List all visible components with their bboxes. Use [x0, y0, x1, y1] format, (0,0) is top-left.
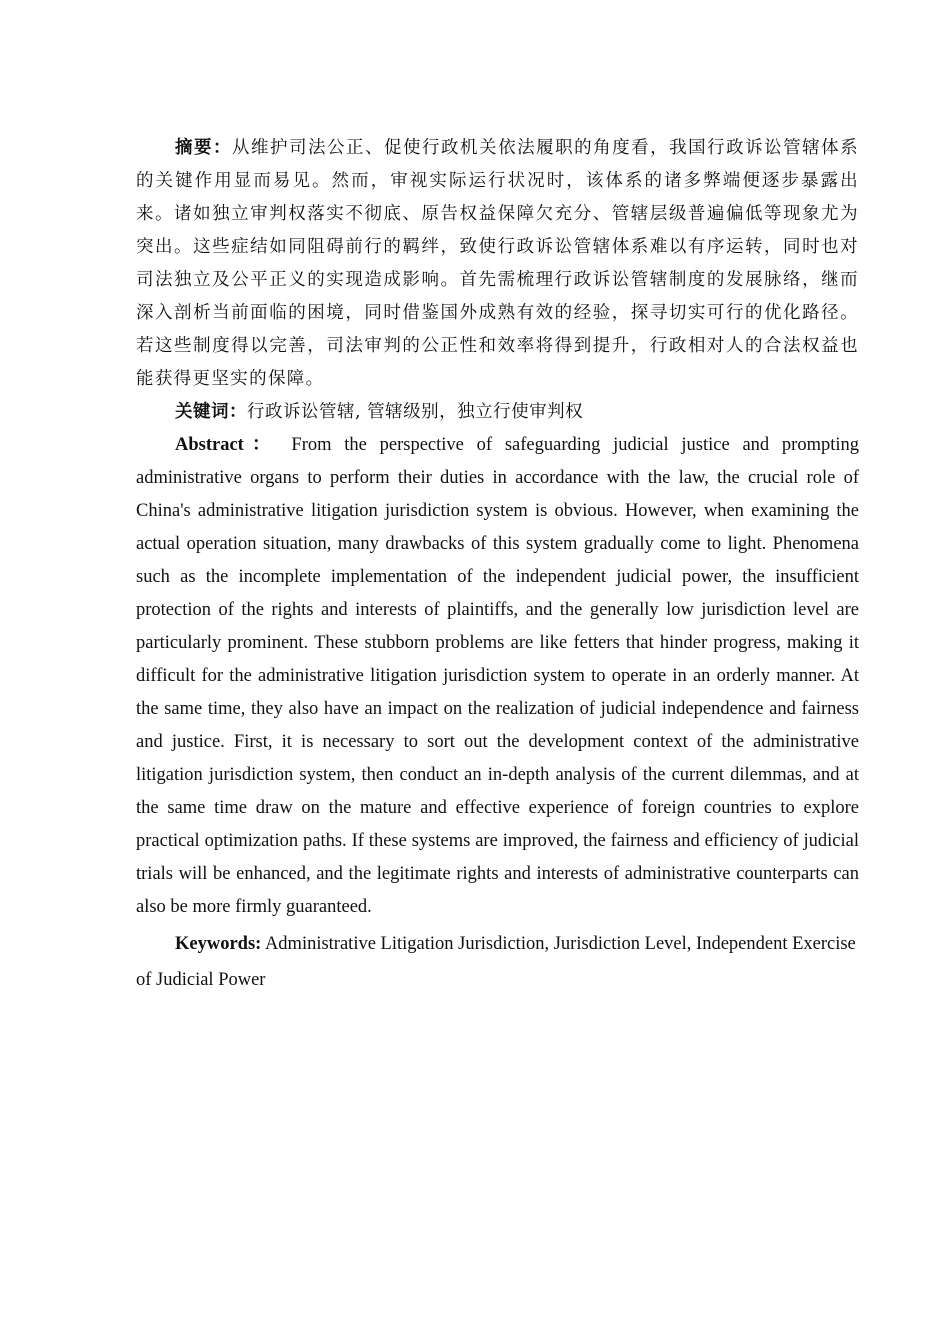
abstract-cn-paragraph [136, 132, 859, 396]
abstract-cn-text: 从维护司法公正、促使行政机关依法履职的角度看，我国行政诉讼管辖体系的关键作用显而易见。然而，审视实际运行状况时，该体系的诸多弊端便逐步暴露出来。诸如独立审判权落实不彻底、原告权益保障欠充分、管辖层级普遍偏低等现象尤为突出。这些症结如同阻碍前行的羁绊，致使行政诉讼管辖体系难以有序运转，同时也对司法独立及公平正义的实现造成影响。首先需梳理行政诉讼管辖制度的发展脉络，继而深入剖析当前面临的困境，同时借鉴国外成熟有效的经验，探寻切实可行的优化路径。若这些制度得以完善，司法审判的公正性和效率将得到提升，行政相对人的合法权益也能获得更坚实的保障。 [136, 138, 859, 389]
keywords-cn-text: 行政诉讼管辖, 管辖级别，独立行使审判权 [247, 402, 584, 422]
abstract-en-paragraph [136, 429, 859, 924]
keywords-en-paragraph [136, 926, 859, 998]
keywords-en-text: Administrative Litigation Jurisdiction, Jurisdiction Level, Independent Exercise of Judicial Power [136, 934, 856, 990]
document-page [136, 132, 859, 998]
keywords-en-label: Keywords: [175, 934, 262, 954]
abstract-en-text: From the perspective of safeguarding judicial justice and prompting administrative organs to perform their duties in accordance with the law, the crucial role of China's administrative litigation jurisdiction system is obvious. However, when examining the actual operation situation, many drawbacks of this system gradually come to light. Phenomena such as the incomplete implementation of the independent judicial power, the insufficient protection of the rights and interests of plaintiffs, and the generally low jurisdiction level are particularly prominent. These stubborn problems are like fetters that hinder progress, making it difficult for the administrative litigation jurisdiction system to operate in an orderly manner. At the same time, they also have an impact on the realization of judicial independence and fairness and justice. First, it is necessary to sort out the development context of the administrative litigation jurisdiction system, then conduct an in-depth analysis of the current dilemmas, and at the same time draw on the mature and effective experience of foreign countries to explore practical optimization paths. If these systems are improved, the fairness and efficiency of judicial trials will be enhanced, and the legitimate rights and interests of administrative counterparts can also be more firmly guaranteed. [136, 435, 860, 917]
keywords-cn-label: 关键词： [175, 402, 247, 422]
abstract-cn-label: 摘要： [175, 138, 233, 158]
abstract-en-label: Abstract： [175, 435, 279, 455]
keywords-cn-paragraph [136, 396, 859, 429]
